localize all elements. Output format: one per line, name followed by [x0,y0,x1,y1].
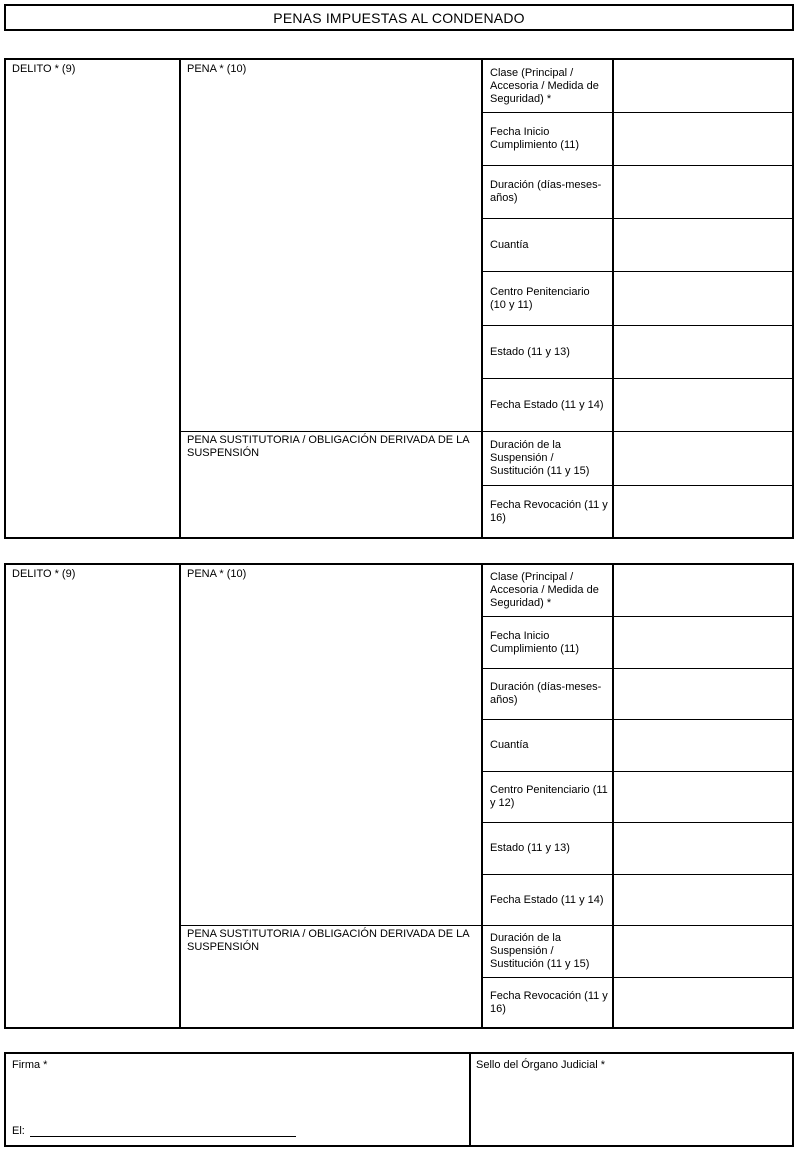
value-field-fecha-inicio[interactable] [615,617,792,668]
row-label-fecha-estado: Fecha Estado (11 y 14) [490,398,604,411]
row-label-cuantia: Cuantía [490,238,529,251]
sello-label: Sello del Órgano Judicial * [476,1059,606,1071]
penalty-block-1 [4,58,794,539]
pena-label: PENA * (10) [187,63,247,75]
row-label-fecha-inicio: Fecha Inicio Cumplimiento (11) [490,126,580,151]
value-field-centro[interactable] [615,272,792,325]
row-label-fecha-estado: Fecha Estado (11 y 14) [490,893,604,906]
row-label-fecha-revocacion: Fecha Revocación (11 y 16) [490,498,608,524]
penalty-block-2 [4,563,794,1029]
row-label-duracion-suspension: Duración de la Suspensión / Sustitución (11 y 15) [490,439,590,477]
pena-sustitutoria-label: PENA SUSTITUTORIA / OBLIGACIÓN DERIVADA DE LA SUSPENSIÓN [187,434,470,459]
value-field-fecha-inicio[interactable] [615,113,792,165]
pena-label: PENA * (10) [187,568,247,580]
row-label-duracion: Duración (días-meses-años) [490,681,602,706]
value-field-fecha-revocacion[interactable] [615,486,792,537]
row-label-cuantia: Cuantía [490,739,529,751]
delito-label: DELITO * (9) [12,568,76,580]
value-field-estado[interactable] [615,823,792,874]
value-field-clase[interactable] [615,60,792,112]
form-title: PENAS IMPUESTAS AL CONDENADO [4,4,794,31]
value-field-estado[interactable] [615,326,792,378]
value-field-cuantia[interactable] [615,720,792,771]
row-label-clase: Clase (Principal / Accesoria / Medida de Seguridad) * [490,66,599,105]
pena-sustitutoria-label: PENA SUSTITUTORIA / OBLIGACIÓN DERIVADA DE LA SUSPENSIÓN [187,928,470,953]
el-label: El: [12,1125,25,1137]
row-label-fecha-revocacion: Fecha Revocación (11 y 16) [490,989,608,1015]
row-label-estado: Estado (11 y 13) [490,842,570,854]
value-field-centro[interactable] [615,772,792,822]
row-label-centro: Centro Penitenciario (11 y 12) [490,784,608,809]
value-field-fecha-revocacion[interactable] [615,978,792,1027]
value-field-duracion[interactable] [615,166,792,218]
row-label-duracion-suspension: Duración de la Suspensión / Sustitución (11 y 15) [490,932,590,970]
value-field-cuantia[interactable] [615,219,792,271]
value-field-fecha-estado[interactable] [615,875,792,925]
value-field-clase[interactable] [615,565,792,616]
row-label-centro: Centro Penitenciario (10 y 11) [490,285,590,311]
row-label-fecha-inicio: Fecha Inicio Cumplimiento (11) [490,629,580,655]
value-field-duracion-suspension[interactable] [615,432,792,485]
value-field-fecha-estado[interactable] [615,379,792,431]
delito-label: DELITO * (9) [12,63,76,75]
row-label-duracion: Duración (días-meses-años) [490,179,602,204]
signature-block [4,1052,794,1147]
firma-label: Firma * [12,1059,48,1071]
row-label-estado: Estado (11 y 13) [490,345,570,358]
signature-line[interactable] [30,1136,296,1137]
value-field-duracion-suspension[interactable] [615,926,792,977]
value-field-duracion[interactable] [615,669,792,719]
row-label-clase: Clase (Principal / Accesoria / Medida de Seguridad) * [490,571,599,609]
